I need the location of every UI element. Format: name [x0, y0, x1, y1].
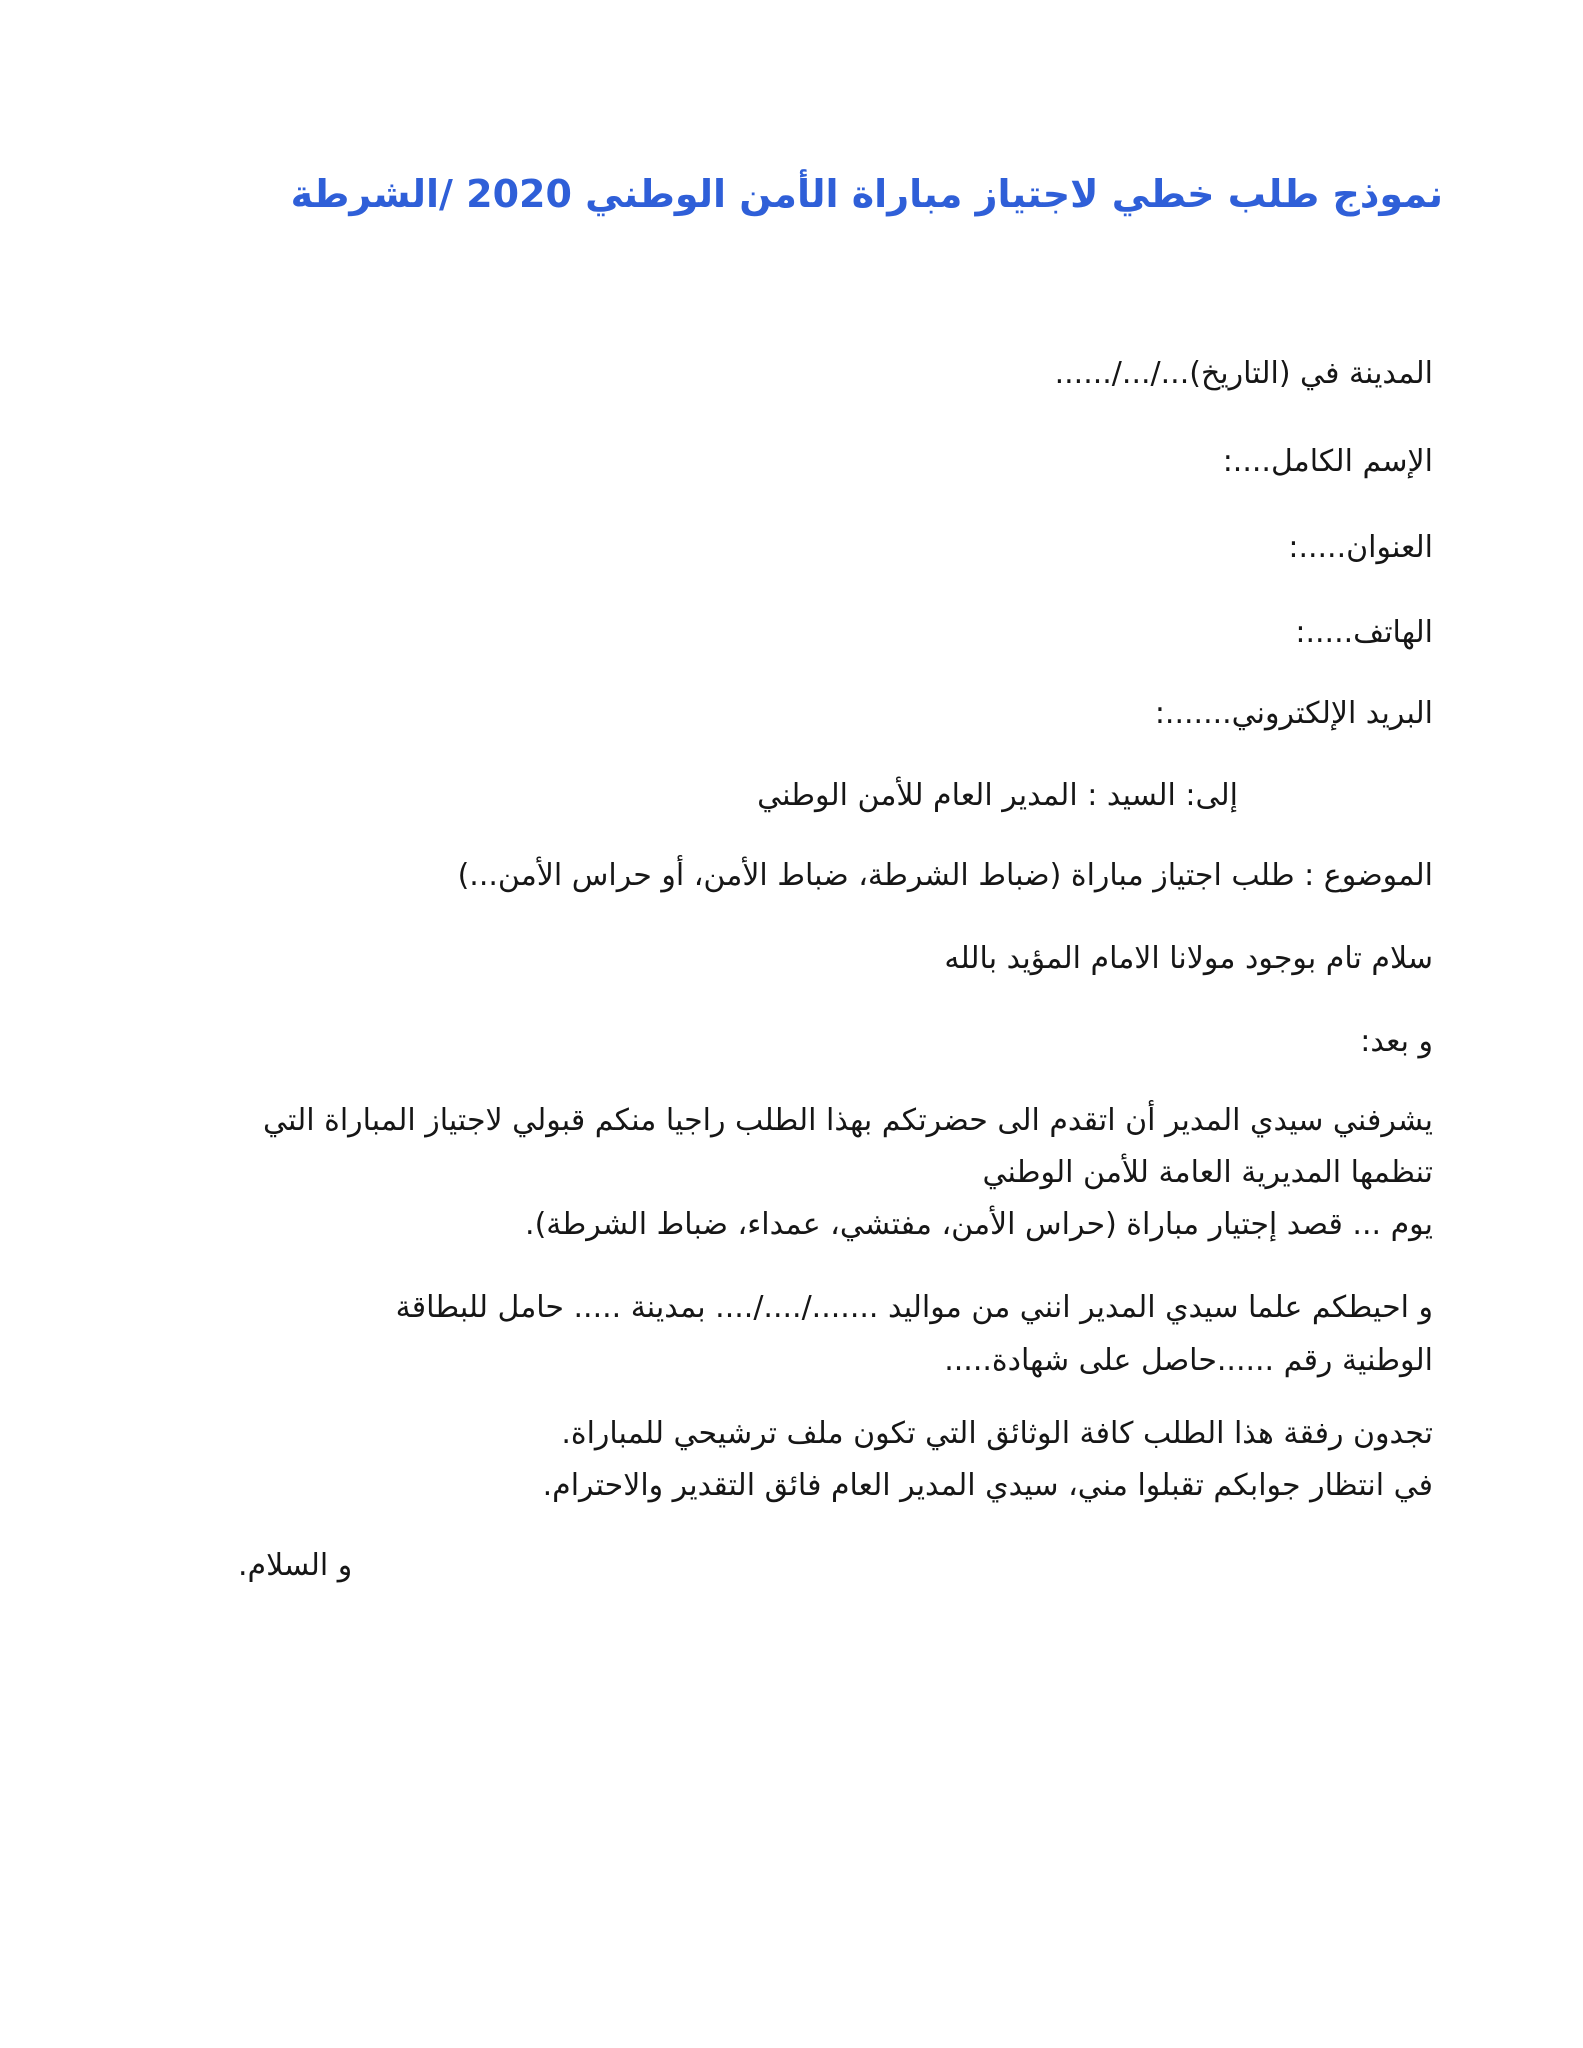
- salutation-line: سلام تام بوجود مولانا الامام المؤيد بالله: [944, 941, 1433, 976]
- page-title: نموذج طلب خطي لاجتياز مباراة الأمن الوطني 2020 /الشرطة: [290, 172, 1443, 216]
- closing-line: و السلام.: [238, 1548, 353, 1583]
- phone-line: الهاتف.....:: [1295, 615, 1433, 650]
- after-salutation-line: و بعد:: [1360, 1024, 1433, 1059]
- body-paragraph1-line3: يوم ... قصد إجتيار مباراة (حراس الأمن، مفتشي، عمداء، ضباط الشرطة).: [525, 1207, 1433, 1242]
- body-paragraph3-line2: في انتظار جوابكم تقبلوا مني، سيدي المدير العام فائق التقدير والاحترام.: [542, 1468, 1433, 1503]
- date-line: المدينة في (التاريخ).../.../......: [1054, 356, 1433, 391]
- email-line: البريد الإلكتروني.......:: [1154, 696, 1433, 731]
- subject-line: الموضوع : طلب اجتياز مباراة (ضباط الشرطة، ضباط الأمن، أو حراس الأمن...): [457, 858, 1433, 893]
- body-paragraph1-line2: تنظمها المديرية العامة للأمن الوطني: [982, 1155, 1433, 1190]
- full-name-line: الإسم الكامل....:: [1222, 444, 1433, 479]
- body-paragraph2-line1: و احيطكم علما سيدي المدير انني من مواليد ......./..../.... بمدينة ..... حامل للبطاقة: [395, 1290, 1433, 1325]
- body-paragraph2-line2: الوطنية رقم ......حاصل على شهادة.....: [944, 1343, 1433, 1378]
- body-paragraph3-line1: تجدون رفقة هذا الطلب كافة الوثائق التي تكون ملف ترشيحي للمباراة.: [561, 1416, 1433, 1451]
- body-paragraph1-line1: يشرفني سيدي المدير أن اتقدم الى حضرتكم بهذا الطلب راجيا منكم قبولي لاجتياز المباراة التي: [263, 1103, 1433, 1138]
- recipient-line: إلى: السيد : المدير العام للأمن الوطني: [757, 778, 1238, 813]
- address-line: العنوان.....:: [1288, 530, 1433, 565]
